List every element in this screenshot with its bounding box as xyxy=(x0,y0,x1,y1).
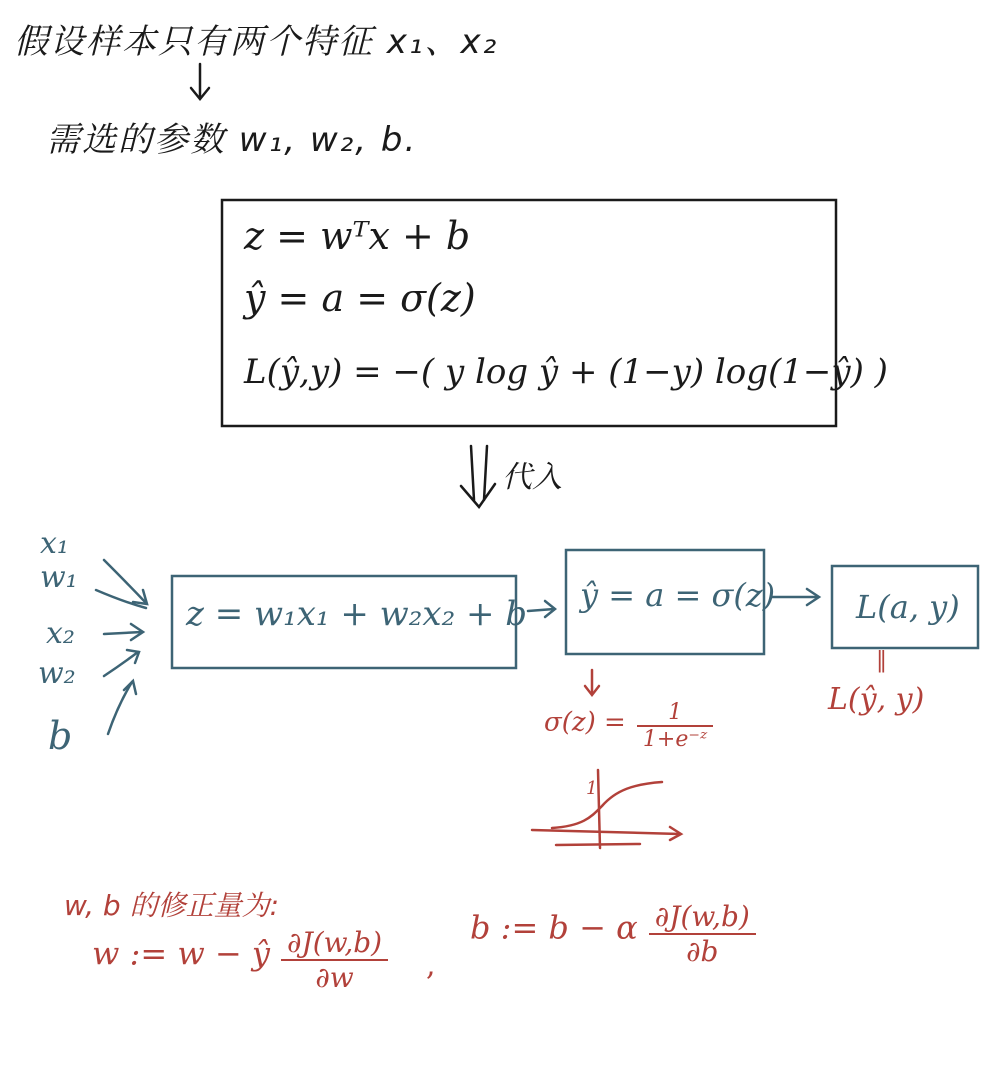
intro-line-features: 假设样本只有两个特征 x₁、x₂ xyxy=(14,22,499,62)
input-w2: w₂ xyxy=(38,656,76,691)
update-separator: , xyxy=(426,948,436,983)
input-w1: w₁ xyxy=(40,560,78,595)
sigmoid-tick-label: 1 xyxy=(586,778,598,799)
update-heading: w, b 的修正量为: xyxy=(64,889,280,922)
substitute-double-arrow xyxy=(461,446,495,507)
update-b-denominator: ∂b xyxy=(686,935,719,968)
node-a-label: ŷ = a = σ(z) xyxy=(580,576,776,614)
update-w-denominator: ∂w xyxy=(315,961,354,994)
input-b: b xyxy=(48,714,73,758)
sigma-down-arrow xyxy=(585,670,599,695)
input-arrows xyxy=(96,560,147,734)
input-x1: x₁ xyxy=(40,526,69,561)
loss-equiv-mark: ‖ xyxy=(876,648,887,673)
update-w-numerator: ∂J(w,b) xyxy=(281,926,388,961)
update-b-numerator: ∂J(w,b) xyxy=(649,900,756,935)
update-w-lhs: w := w − ŷ xyxy=(92,934,270,973)
intro-line-params: 需选的参数 w₁, w₂, b. xyxy=(46,120,418,160)
update-b-fraction xyxy=(649,900,756,968)
node-loss-label: L(a, y) xyxy=(856,588,960,626)
update-w-fraction xyxy=(281,926,388,994)
sigma-lhs: σ(z) = xyxy=(544,707,626,738)
update-b-rule xyxy=(470,900,756,968)
sigma-denominator: 1+e⁻ᶻ xyxy=(642,727,708,752)
substitute-label: 代入 xyxy=(502,460,562,495)
sigma-definition xyxy=(544,700,713,752)
formula-z: z = wᵀx + b xyxy=(244,214,471,258)
update-w-rule xyxy=(92,926,388,994)
formula-yhat: ŷ = a = σ(z) xyxy=(244,276,476,320)
update-b-lhs: b := b − α xyxy=(470,908,638,947)
sigma-numerator: 1 xyxy=(637,700,713,727)
intro-down-arrow xyxy=(191,64,209,99)
input-x2: x₂ xyxy=(46,616,75,651)
sigmoid-curve-sketch xyxy=(532,770,681,848)
node-z-label: z = w₁x₁ + w₂x₂ + b xyxy=(186,594,528,634)
loss-equiv-label: L(ŷ, y) xyxy=(828,682,925,717)
sigma-fraction xyxy=(637,700,713,752)
formula-loss: L(ŷ,y) = −( y log ŷ + (1−y) log(1−ŷ) ) xyxy=(244,352,888,392)
